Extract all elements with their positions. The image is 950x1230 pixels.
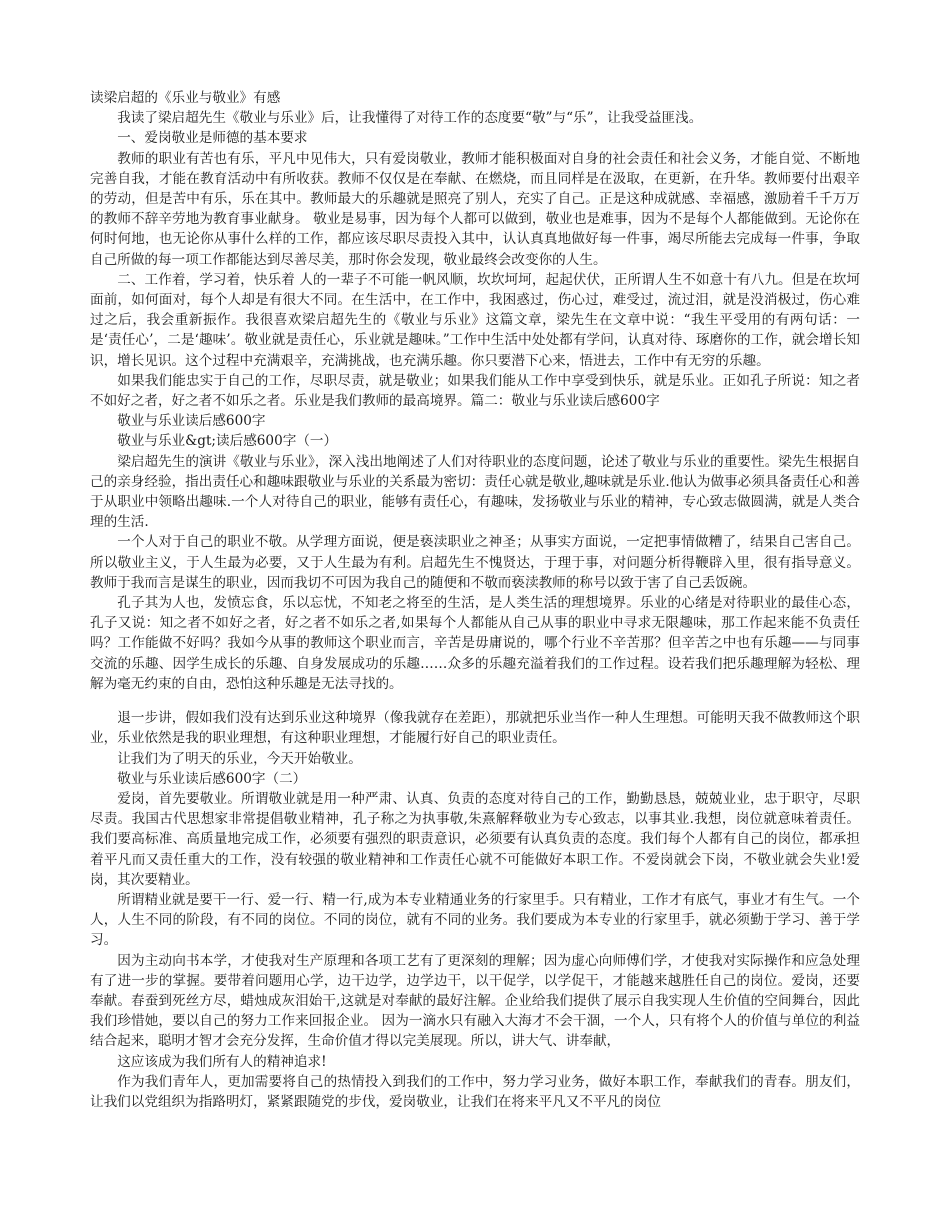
paragraph: 一个人对于自己的职业不敬。从学理方面说，便是亵渎职业之神圣；从事实方面说，一定把事情做糟了，结果自己害自己。所以敬业主义，于人生最为必要，又于人生最为有利。启超先生不愧贤达，于理于事，对问题分析得鞭辟入里，很有指导意义。教师于我而言是谋生的职业，因而我切不可因为我自己的随便和不敬而亵渎教师的称号以致于害了自己丢饭碗。 (90, 534, 860, 591)
paragraph: 这应该成为我们所有人的精神追求! (117, 1053, 327, 1070)
paragraph: 如果我们能忠实于自己的工作，尽职尽责，就是敬业；如果我们能从工作中享受到快乐，就是乐业。正如孔子所说：知之者不如好之者，好之者不如乐之者。乐业是我们教师的最高境界。篇二：敬业与乐业读后感600字 (90, 372, 860, 410)
paragraph: 让我们为了明天的乐业，今天开始敬业。 (117, 750, 362, 767)
document-title: 读梁启超的《乐业与敬业》有感 (90, 90, 281, 106)
paragraph: 所谓精业就是要干一行、爱一行、精一行,成为本专业精通业务的行家里手。只有精业，工作才有底气，事业才有生气。一个人，人生不同的阶段，有不同的岗位。不同的岗位，就有不同的业务。我们要成为本专业的行家里手，就必须勤于学习、善于学习。 (90, 891, 860, 949)
article-heading: 敬业与乐业读后感600字 (117, 413, 266, 430)
paragraph: 梁启超先生的演讲《敬业与乐业》，深入浅出地阐述了人们对待职业的态度问题，论述了敬业与乐业的重要性。梁先生根据自己的亲身经验，指出责任心和趣味跟敬业与乐业的关系最为密切：责任心就是敬业,趣味就是乐业.他认为做事必须具备责任心和善于从职业中领略出趣味.一个人对待自己的职业，能够有责任心，有趣味，发扬敬业与乐业的精神，专心致志做圆满，就是人类合理的生活. (90, 453, 860, 531)
paragraph: 因为主动向书本学，才使我对生产原理和各项工艺有了更深刻的理解；因为虚心向师傅们学，才使我对实际操作和应急处理有了进一步的掌握。要带着问题用心学，边干边学，边学边干，以干促学，以学促干，才能越来越胜任自己的岗位。爱岗，还要奉献。春蚕到死丝方尽，蜡烛成灰泪始干,这就是对奉献的最好注解。企业给我们提供了展示自我实现人生价值的空间舞台，因此我们珍惜她，要以自己的努力工作来回报企业。 因为一滴水只有融入大海才不会干涸，一个人，只有将个人的价值与单位的利益结合起来，聪明才智才会充分发挥，生命价值才得以完美展现。所以，讲大气、讲奉献， (90, 952, 860, 1050)
paragraph: 孔子其为人也，发愤忘食，乐以忘忧，不知老之将至的生活，是人类生活的理想境界。乐业的心绪是对待职业的最佳心态，孔子又说：知之者不如好之者，好之者不如乐之者,如果每个人都能从自己从事的职业中寻求无限趣味，那工作起来能不负责任吗？工作能做不好吗？我如今从事的教师这个职业而言，辛苦是毋庸说的，哪个行业不辛苦那？但辛苦之中也有乐趣——与同事交流的乐趣、因学生成长的乐趣、自身发展成功的乐趣……众多的乐趣充溢着我们的工作过程。设若我们把乐趣理解为轻松、理解为毫无约束的自由，恐怕这种乐趣是无法寻找的。 (90, 595, 860, 692)
paragraph: 二、工作着，学习着，快乐着 人的一辈子不可能一帆风顺，坎坎坷坷，起起伏伏，正所谓人生不如意十有八九。但是在坎坷面前，如何面对，每个人却是有很大不同。在生活中，在工作中，我困惑过，伤心过，难受过，流过泪，就是没消极过，伤心难过之后，我会重新振作。我很喜欢梁启超先生的《敬业与乐业》这篇文章，梁先生在文章中说：“我生平受用的有两句话：一是‘责任心’，二是‘趣味’。敬业就是责任心，乐业就是趣味。”工作中生活中处处都有学问，认真对待、琢磨你的工作，就会增长知识，增长见识。这个过程中充满艰辛，充满挑战，也充满乐趣。你只要潜下心来，悟进去，工作中有无穷的乐趣。 (90, 271, 860, 369)
article-subheading-1: 敬业与乐业&gt;读后感600字（一） (117, 433, 338, 450)
document-page (90, 88, 860, 1112)
paragraph: 教师的职业有苦也有乐，平凡中见伟大，只有爱岗敬业，教师才能积极面对自身的社会责任和社会义务，才能自觉、不断地完善自我，才能在教育活动中有所收获。教师不仅仅是在奉献、在燃烧，而且同样是在汲取，在更新，在升华。教师要付出艰辛的劳动，但是苦中有乐，乐在其中。教师最大的乐趣就是照亮了别人，充实了自己。正是这种成就感、幸福感，激励着千千万万的教师不辞辛劳地为教育事业献身。 敬业是易事，因为每个人都可以做到，敬业也是难事，因为不是每个人都能做到。无论你在何时何地，也无论你从事什么样的工作，都应该尽职尽责投入其中，认认真真地做好每一件事，竭尽所能去完成每一件事，争取自己所做的每一项工作都能达到尽善尽美，那时你会发现，敬业最终会改变你的人生。 (90, 150, 860, 268)
article-subheading-2: 敬业与乐业读后感600字（二） (117, 770, 307, 787)
paragraph: 作为我们青年人，更加需要将自己的热情投入到我们的工作中，努力学习业务，做好本职工作，奉献我们的青春。朋友们，让我们以党组织为指路明灯，紧紧跟随党的步伐，爱岗敬业，让我们在将来平凡又不平凡的岗位 (90, 1073, 860, 1110)
paragraph: 退一步讲，假如我们没有达到乐业这种境界（像我就存在差距），那就把乐业当作一种人生理想。可能明天我不做教师这个职业，乐业依然是我的职业理想，有这种职业理想，才能履行好自己的职业责任。 (90, 710, 860, 747)
paragraph-intro: 我读了梁启超先生《敬业与乐业》后，让我懂得了对待工作的态度要“敬”与“乐”，让我受益匪浅。 (117, 110, 703, 127)
paragraph: 爱岗，首先要敬业。所谓敬业就是用一种严肃、认真、负责的态度对待自己的工作，勤勤恳恳，兢兢业业，忠于职守，尽职尽责。我国古代思想家非常提倡敬业精神，孔子称之为执事敬,朱熹解释敬业为专心致志，以事其业.我想，岗位就意味着责任。 我们要高标准、高质量地完成工作，必须要有强烈的职责意识，必须要有认真负责的态度。我们每个人都有自己的岗位，都承担着平凡而又责任重大的工作，没有较强的敬业精神和工作责任心就不可能做好本职工作。不爱岗就会下岗，不敬业就会失业!爱岗，其次要精业。 (90, 790, 860, 888)
section-heading-1: 一、爱岗敬业是师德的基本要求 (117, 130, 308, 147)
